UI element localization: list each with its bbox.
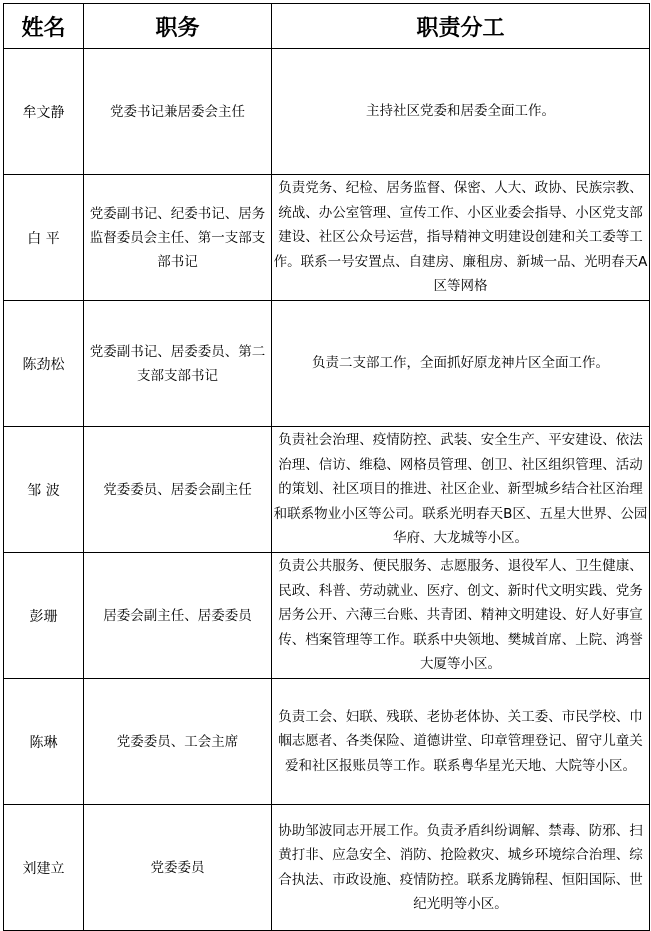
header-duty: 职责分工	[272, 4, 650, 49]
table-row	[4, 301, 650, 427]
person-name: 白 平	[4, 175, 84, 301]
duty-roster-table	[3, 3, 650, 931]
header-name: 姓名	[4, 4, 84, 49]
person-duty: 负责公共服务、便民服务、志愿服务、退役军人、卫生健康、民政、科普、劳动就业、医疗、创文、新时代文明实践、党务居务公开、六薄三台账、共青团、精神文明建设、好人好事宣传、档案管理等工作。联系中央领地、樊城首席、上院、鸿誉大厦等小区。	[272, 553, 650, 679]
table-row	[4, 49, 650, 175]
person-duty: 负责工会、妇联、残联、老协老体协、关工委、市民学校、巾帼志愿者、各类保险、道德讲堂、印章管理登记、留守儿童关爱和社区报账员等工作。联系粤华星光天地、大院等小区。	[272, 679, 650, 805]
person-name: 牟文静	[4, 49, 84, 175]
person-duty: 主持社区党委和居委全面工作。	[272, 49, 650, 175]
person-role: 居委会副主任、居委委员	[84, 553, 272, 679]
person-role: 党委书记兼居委会主任	[84, 49, 272, 175]
person-role: 党委副书记、纪委书记、居务监督委员会主任、第一支部支部书记	[84, 175, 272, 301]
person-duty: 协助邹波同志开展工作。负责矛盾纠纷调解、禁毒、防邪、扫黄打非、应急安全、消防、抢险救灾、城乡环境综合治理、综合执法、市政设施、疫情防控。联系龙腾锦程、恒阳国际、世纪光明等小区。	[272, 805, 650, 931]
person-duty: 负责二支部工作，全面抓好原龙神片区全面工作。	[272, 301, 650, 427]
person-name: 陈琳	[4, 679, 84, 805]
person-name: 彭珊	[4, 553, 84, 679]
table-row	[4, 175, 650, 301]
table-row	[4, 427, 650, 553]
person-role: 党委委员	[84, 805, 272, 931]
header-row	[4, 4, 650, 49]
person-name: 邹 波	[4, 427, 84, 553]
person-duty: 负责党务、纪检、居务监督、保密、人大、政协、民族宗教、统战、办公室管理、宣传工作、小区业委会指导、小区党支部建设、社区公众号运营，指导精神文明建设创建和关工委等工作。联系一号安置点、自建房、廉租房、新城一品、光明春天A区等网格	[272, 175, 650, 301]
table-row	[4, 805, 650, 931]
person-name: 刘建立	[4, 805, 84, 931]
person-role: 党委副书记、居委委员、第二支部支部书记	[84, 301, 272, 427]
person-role: 党委委员、工会主席	[84, 679, 272, 805]
person-role: 党委委员、居委会副主任	[84, 427, 272, 553]
table-row	[4, 553, 650, 679]
header-role: 职务	[84, 4, 272, 49]
person-duty: 负责社会治理、疫情防控、武装、安全生产、平安建设、依法治理、信访、维稳、网格员管理、创卫、社区组织管理、活动的策划、社区项目的推进、社区企业、新型城乡结合社区治理和联系物业小区等公司。联系光明春天B区、五星大世界、公园华府、大龙城等小区。	[272, 427, 650, 553]
person-name: 陈劲松	[4, 301, 84, 427]
table-row	[4, 679, 650, 805]
